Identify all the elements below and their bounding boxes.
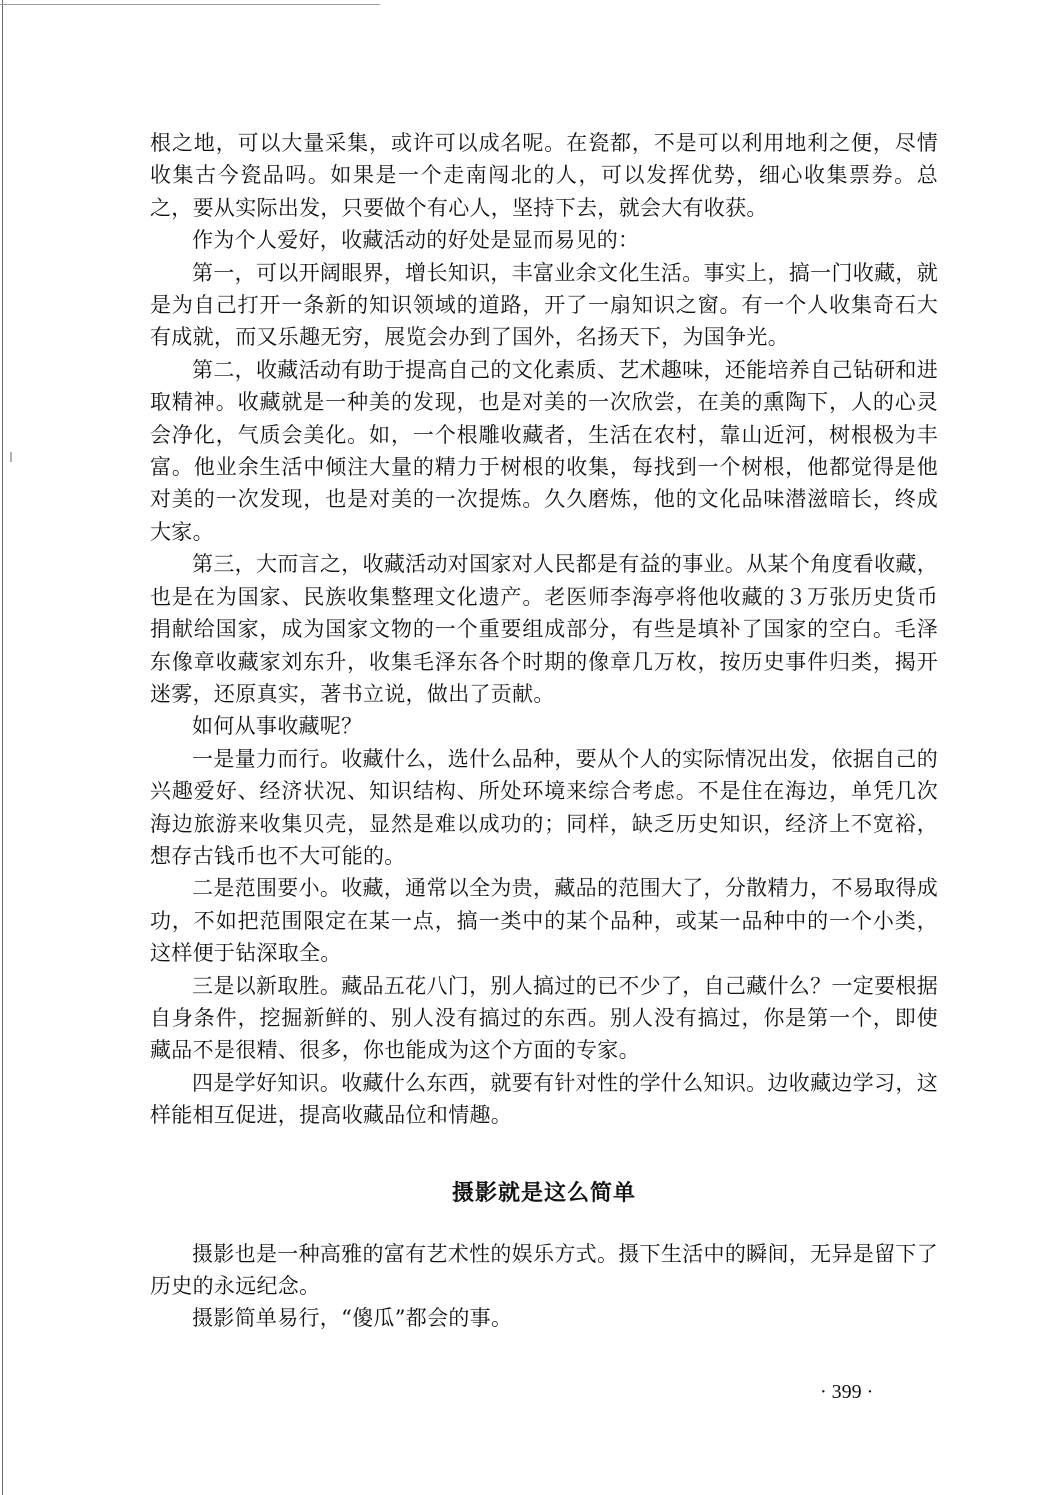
scan-top-edge bbox=[0, 4, 380, 5]
paragraph: 第三，大而言之，收藏活动对国家对人民都是有益的事业。从某个角度看收藏，也是在为国家、民族收集整理文化遗产。老医师李海亭将他收藏的３万张历史货币捐献给国家，成为国家文物的一个重要组成部分，有些是填补了国家的空白。毛泽东像章收藏家刘东升，收集毛泽东各个时期的像章几万枚，按历史事件归类，揭开迷雾，还原真实，著书立说，做出了贡献。 bbox=[150, 552, 938, 706]
scan-left-edge bbox=[2, 0, 3, 1495]
paragraph: 如何从事收藏呢？ bbox=[192, 714, 363, 739]
paragraph: 第一，可以开阔眼界，增长知识，丰富业余文化生活。事实上，搞一门收藏，就是为自己打开一条新的知识领域的道路，开了一扇知识之窗。有一个人收集奇石大有成就，而又乐趣无穷，展览会办到了国外，名扬天下，为国争光。 bbox=[150, 260, 938, 350]
paragraph: 四是学好知识。收藏什么东西，就要有针对性的学什么知识。边收藏边学习，这样能相互促进，提高收藏品位和情趣。 bbox=[150, 1070, 938, 1128]
body-text bbox=[150, 127, 938, 1335]
paragraph: 摄影也是一种高雅的富有艺术性的娱乐方式。摄下生活中的瞬间，无异是留下了历史的永远纪念。 bbox=[150, 1241, 938, 1298]
paragraph: 作为个人爱好，收藏活动的好处是显而易见的： bbox=[192, 228, 640, 253]
page-number: · 399 · bbox=[820, 1381, 874, 1403]
paragraph: 三是以新取胜。藏品五花八门，别人搞过的已不少了，自己藏什么？一定要根据自身条件，挖掘新鲜的、别人没有搞过的东西。别人没有搞过，你是第一个，即使藏品不是很精、很多，你也能成为这个方面的专家。 bbox=[150, 973, 938, 1063]
section-title: 摄影就是这么简单 bbox=[451, 1180, 636, 1206]
paragraph: 一是量力而行。收藏什么，选什么品种，要从个人的实际情况出发，依据自己的兴趣爱好、经济状况、知识结构、所处环境来综合考虑。不是住在海边，单凭几次海边旅游来收集贝壳，显然是难以成功的；同样，缺乏历史知识，经济上不宽裕，想存古钱币也不大可能的。 bbox=[150, 746, 938, 868]
paragraph-continued: 根之地，可以大量采集，或许可以成名呢。在瓷都，不是可以利用地利之便，尽情收集古今瓷品吗。如果是一个走南闯北的人，可以发挥优势，细心收集票券。总之，要从实际出发，只要做个有心人，坚持下去，就会大有收获。 bbox=[150, 131, 938, 220]
paragraph: 二是范围要小。收藏，通常以全为贵，藏品的范围大了，分散精力，不易取得成功，不如把范围限定在某一点，搞一类中的某个品种，或某一品种中的一个小类，这样便于钻深取全。 bbox=[150, 876, 938, 966]
paragraph: 第二，收藏活动有助于提高自己的文化素质、艺术趣味，还能培养自己钻研和进取精神。收藏就是一种美的发现，也是对美的一次欣尝，在美的熏陶下，人的心灵会净化，气质会美化。如，一个根雕收藏者，生活在农村，靠山近河，树根极为丰富。他业余生活中倾注大量的精力于树根的收集，每找到一个树根，他都觉得是他对美的一次发现，也是对美的一次提炼。久久磨炼，他的文化品味潜滋暗长，终成大家。 bbox=[150, 357, 938, 544]
paragraph: 摄影简单易行，“傻瓜”都会的事。 bbox=[192, 1306, 513, 1331]
scan-speck bbox=[10, 452, 12, 462]
